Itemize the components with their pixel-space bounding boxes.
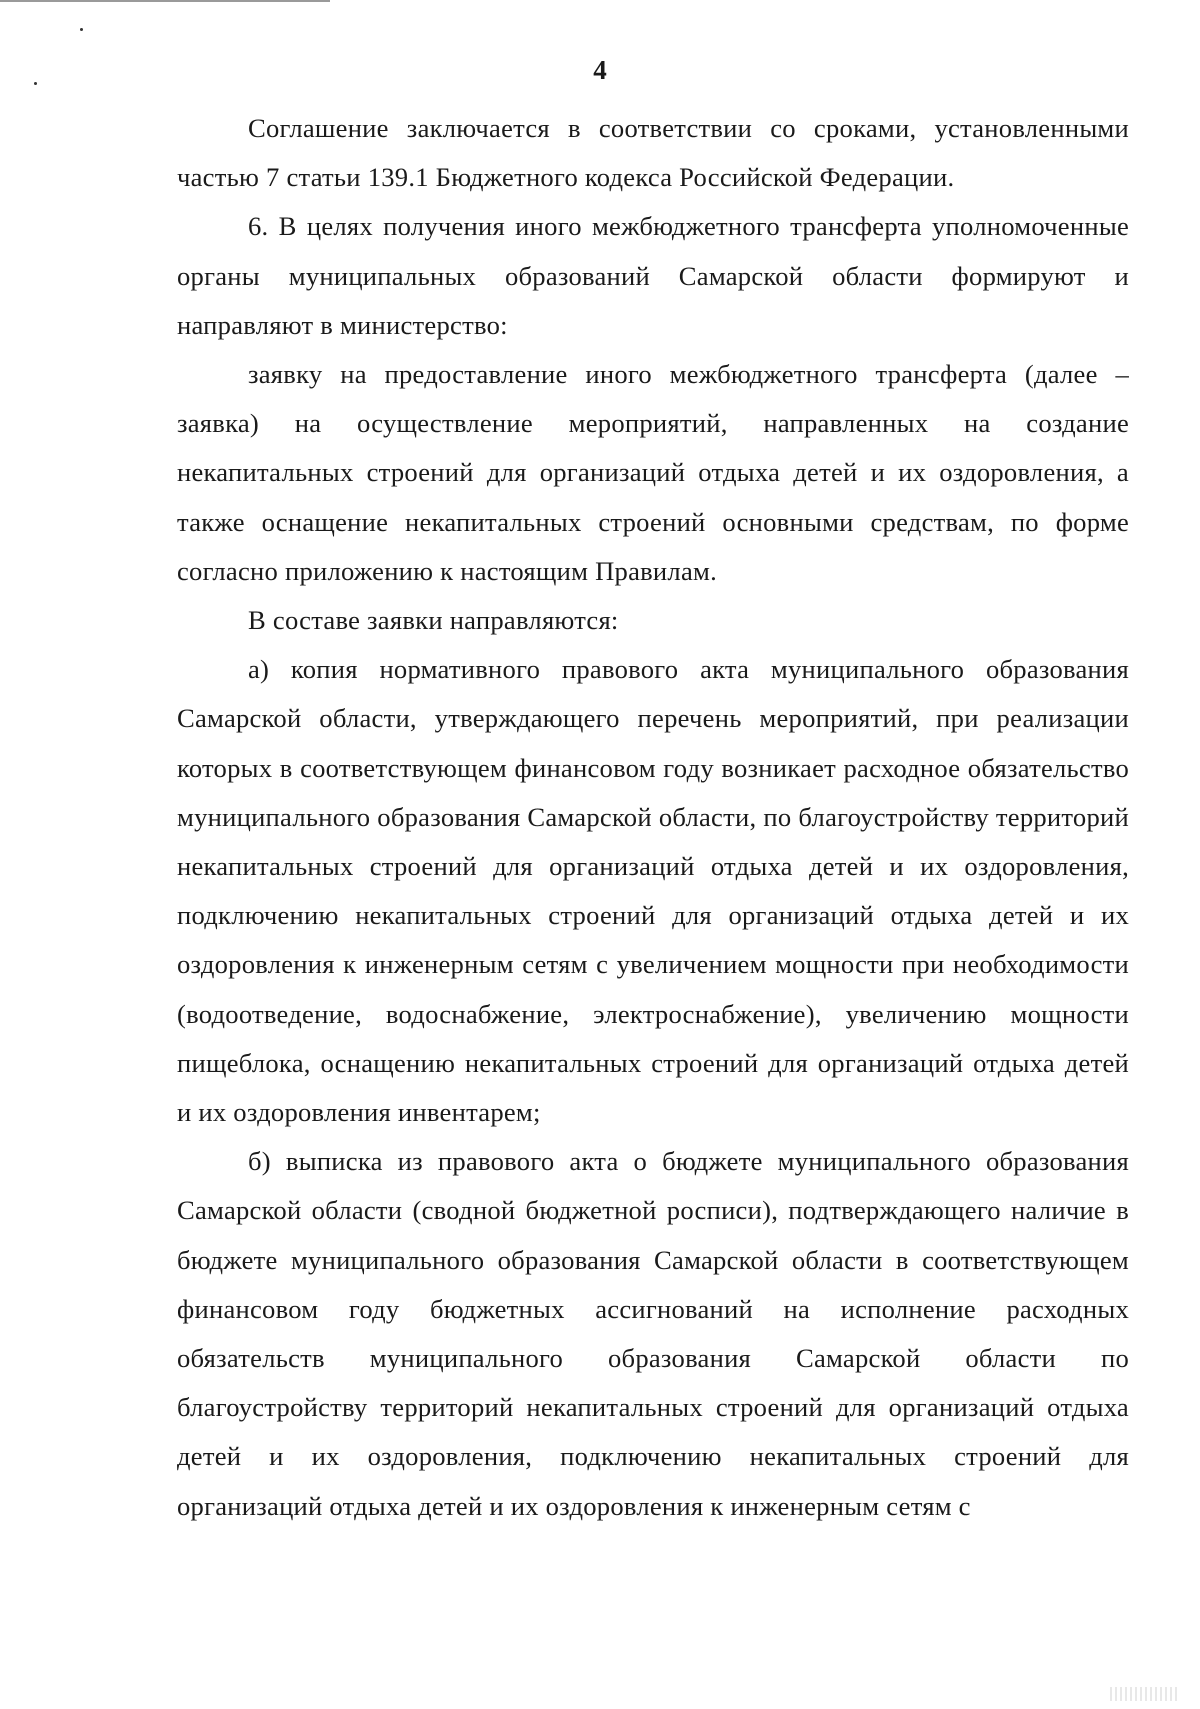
scan-speck [80, 28, 83, 31]
paragraph-item-6: 6. В целях получения иного межбюджетного трансферта уполномоченные органы муниципальных образований Самарской области формируют и направляют в министерство: [177, 211, 1129, 340]
page-number: 4 [593, 55, 607, 85]
paragraph-agreement-terms: Соглашение заключается в соответствии со сроками, установленными частью 7 статьи 139.1 Бюджетного кодекса Российской Федерации. [177, 113, 1129, 193]
scan-top-rule [0, 0, 330, 2]
paragraph-application: заявку на предоставление иного межбюджетного трансферта (далее – заявка) на осуществление мероприятий, направленных на создание некапитальных строений для организаций отдыха детей и их оздоровления, а также оснащение некапитальных строений основными средствам, по форме согласно приложению к настоящим Правилам. [177, 359, 1129, 586]
paragraph-subitem-a: а) копия нормативного правового акта муниципального образования Самарской области, утверждающего перечень мероприятий, при реализации которых в соответствующем финансовом году возникает расходное обязательство муниципального образования Самарской области, по благоустройству территорий некапитальных строений для организаций отдыха детей и их оздоровления, подключению некапитальных строений для организаций отдыха детей и их оздоровления к инженерным сетям с увеличением мощности при необходимости (водоотведение, водоснабжение, электроснабжение), увеличению мощности пищеблока, оснащению некапитальных строений для организаций отдыха детей и их оздоровления инвентарем; [177, 654, 1129, 1128]
document-body [177, 104, 1129, 1531]
paragraph-application-contents: В составе заявки направляются: [248, 605, 619, 636]
paragraph-subitem-b: б) выписка из правового акта о бюджете муниципального образования Самарской области (сводной бюджетной росписи), подтверждающего наличие в бюджете муниципального образования Самарской области в соответствующем финансовом году бюджетных ассигнований на исполнение расходных обязательств муниципального образования Самарской области по благоустройству территорий некапитальных строений для организаций отдыха детей и их оздоровления, подключению некапитальных строений для организаций отдыха детей и их оздоровления к инженерным сетям с [177, 1146, 1129, 1521]
scan-noise [1110, 1687, 1180, 1701]
